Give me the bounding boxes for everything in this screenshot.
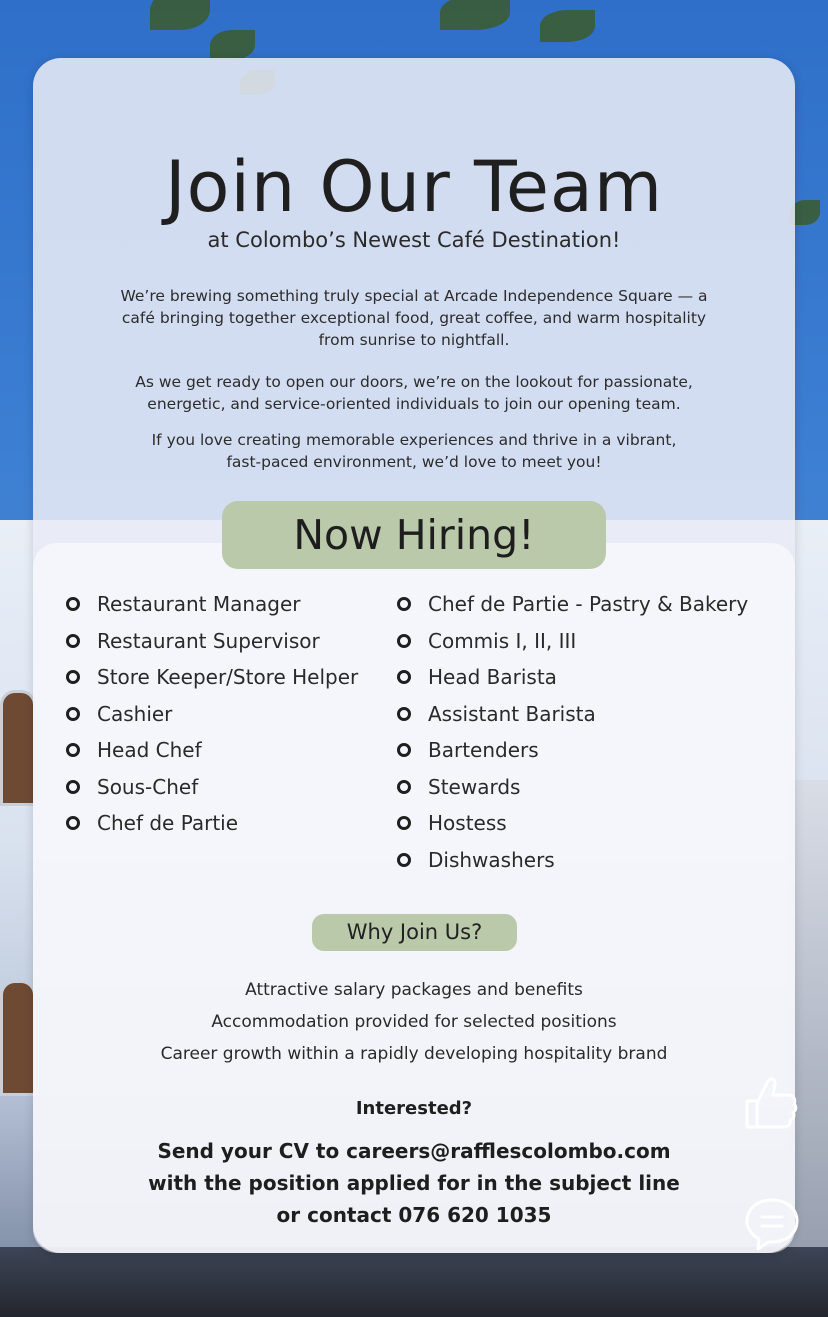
bullet-icon <box>397 707 411 721</box>
job-item: Chef de Partie <box>66 805 358 842</box>
benefit-item: Attractive salary packages and benefits <box>245 980 583 1000</box>
job-item: Commis I, II, III <box>397 623 748 660</box>
bullet-icon <box>397 853 411 867</box>
poster-title: Join Our Team <box>164 146 664 228</box>
job-item: Bartenders <box>397 732 748 769</box>
now-hiring-badge: Now Hiring! <box>222 501 606 569</box>
job-item: Cashier <box>66 696 358 733</box>
contact-line: Send your CV to careers@rafflescolombo.com <box>157 1139 671 1163</box>
job-item: Store Keeper/Store Helper <box>66 659 358 696</box>
job-item: Assistant Barista <box>397 696 748 733</box>
job-item: Restaurant Manager <box>66 586 358 623</box>
bullet-icon <box>66 707 80 721</box>
contact-line: with the position applied for in the subject line <box>148 1171 680 1195</box>
interested-heading: Interested? <box>355 1098 473 1119</box>
bullet-icon <box>66 816 80 830</box>
job-item: Sous-Chef <box>66 769 358 806</box>
bullet-icon <box>66 743 80 757</box>
poster-subtitle: at Colombo’s Newest Café Destination! <box>207 228 621 252</box>
why-join-badge: Why Join Us? <box>312 914 517 951</box>
benefit-item: Career growth within a rapidly developing hospitality brand <box>160 1044 668 1064</box>
benefits-list <box>0 974 828 1070</box>
bullet-icon <box>397 670 411 684</box>
comment-icon[interactable] <box>744 1196 800 1252</box>
contact-line: or contact 076 620 1035 <box>276 1203 552 1227</box>
bullet-icon <box>397 597 411 611</box>
job-item: Head Chef <box>66 732 358 769</box>
bullet-icon <box>66 597 80 611</box>
bullet-icon <box>397 743 411 757</box>
opening-paragraph: As we get ready to open our doors, we’re on the lookout for passionate, energetic, and service-oriented individuals to join our opening team. <box>135 373 693 413</box>
bullet-icon <box>397 780 411 794</box>
bullet-icon <box>397 816 411 830</box>
jobs-list-left <box>66 586 358 842</box>
intro-paragraph: We’re brewing something truly special at Arcade Independence Square — a café bringing together exceptional food, great coffee, and warm hospitality from sunrise to nightfall. <box>120 287 708 349</box>
job-item: Head Barista <box>397 659 748 696</box>
bullet-icon <box>66 780 80 794</box>
job-item: Chef de Partie - Pastry & Bakery <box>397 586 748 623</box>
job-item: Hostess <box>397 805 748 842</box>
benefit-item: Accommodation provided for selected positions <box>211 1012 617 1032</box>
jobs-list-right <box>397 586 748 878</box>
invite-paragraph: If you love creating memorable experiences and thrive in a vibrant, fast-paced environment, we’d love to meet you! <box>151 431 677 471</box>
bullet-icon <box>66 634 80 648</box>
bullet-icon <box>397 634 411 648</box>
job-item: Restaurant Supervisor <box>66 623 358 660</box>
job-item: Stewards <box>397 769 748 806</box>
bullet-icon <box>66 670 80 684</box>
job-item: Dishwashers <box>397 842 748 879</box>
thumbs-up-icon[interactable] <box>743 1073 799 1129</box>
